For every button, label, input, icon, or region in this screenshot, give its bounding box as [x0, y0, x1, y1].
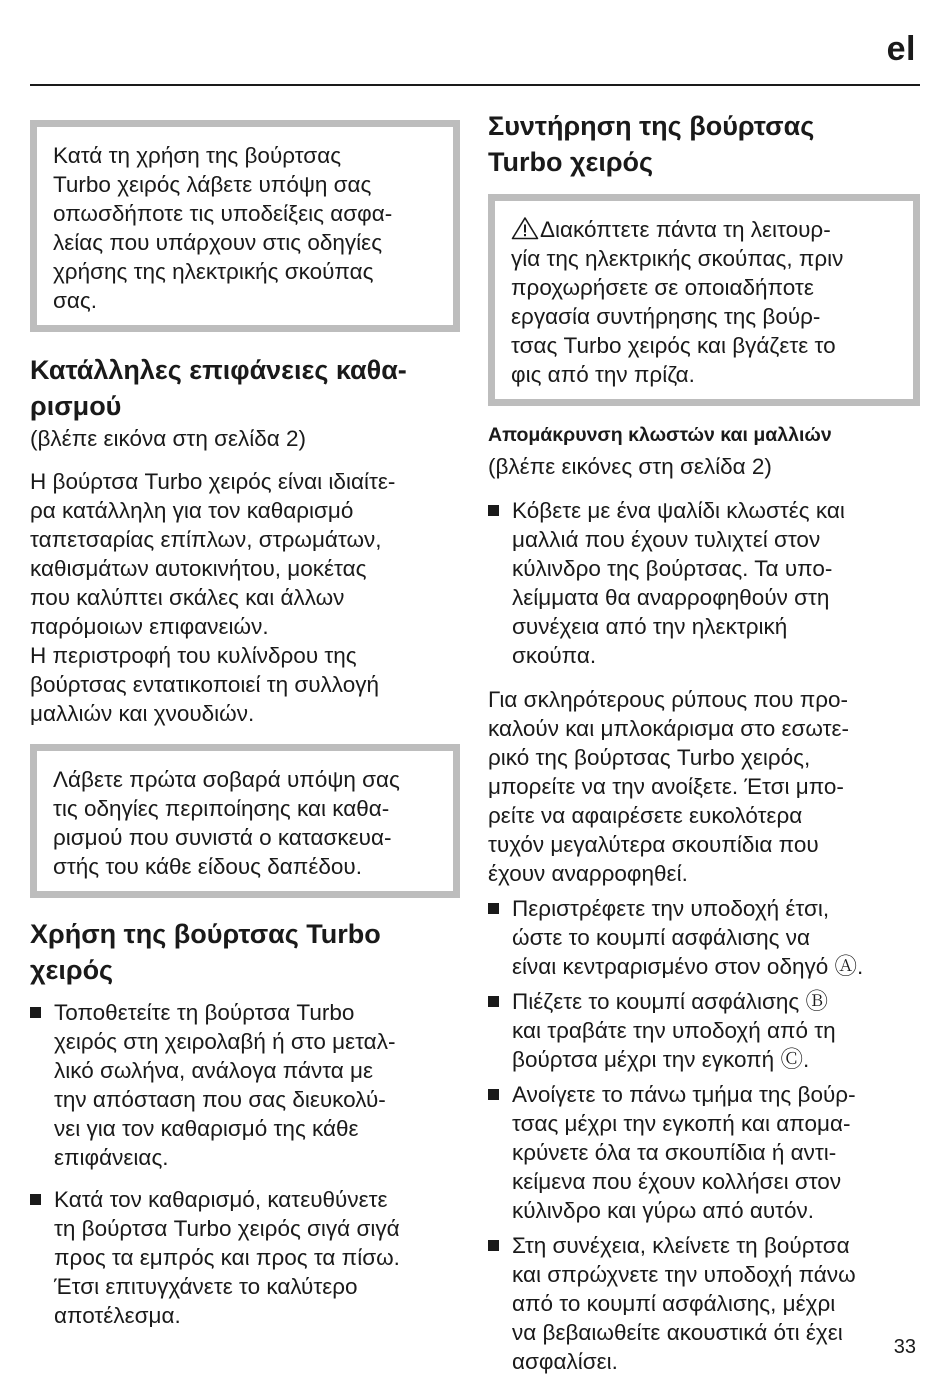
care-instructions-text: Λάβετε πρώτα σοβαρά υπόψη σας τις οδηγίες περιποίησης και καθα- ρισμού που συνιστά ο κατασκευα- στής του κάθε είδους δαπέδου. [53, 767, 400, 879]
list-item: Στη συνέχεια, κλείνετε τη βούρτσα και σπρώχνετε την υποδοχή πάνω από το κουμπί ασφάλισης, μέχρι να βεβαιωθείτε ακουστικά ότι έχει ασφαλίσει. [488, 1231, 920, 1376]
safety-note-box [30, 120, 460, 332]
thread-removal-heading: Απομάκρυνση κλωστών και μαλλιών [488, 424, 832, 446]
bullet-square-icon [30, 1007, 41, 1018]
left-column [30, 108, 460, 1330]
thread-removal-list [488, 496, 920, 670]
language-code: el [886, 30, 916, 68]
warning-text: Διακόπτετε πάντα τη λειτουρ- γία της ηλεκτρικής σκούπας, πριν προχωρήσετε σε οποιαδήποτε εργασία συντήρησης της βούρ- τσας Turbo χειρός και βγάζετε το φις από την πρίζα. [511, 217, 844, 387]
page-number: 33 [893, 1336, 916, 1358]
usage-heading: Χρήση της βούρτσας Turbo χειρός [30, 919, 381, 985]
bullet-square-icon [488, 505, 499, 516]
bullet-square-icon [488, 1089, 499, 1100]
opening-steps-list [488, 894, 920, 1376]
list-item: Τοποθετείτε τη βούρτσα Turbo χειρός στη χειρολαβή ή στο μεταλ- λικό σωλήνα, ανάλογα πάντα με την απόσταση που σας διευκολύ- νει για τον καθαρισμό της κάθε επιφάνειας. [30, 998, 460, 1172]
bullet-square-icon [488, 903, 499, 914]
bullet-square-icon [30, 1194, 41, 1205]
safety-note-text: Κατά τη χρήση της βούρτσας Turbo χειρός λάβετε υπόψη σας οπωσδήποτε τις υποδείξεις ασφα- λείας που υπάρχουν στις οδηγίες χρήσης της ηλεκτρικής σκούπας σας. [53, 143, 393, 313]
warning-triangle-icon [511, 216, 539, 240]
bullet-square-icon [488, 996, 499, 1007]
care-instructions-box [30, 744, 460, 898]
suitable-surfaces-body: Η βούρτσα Turbo χειρός είναι ιδιαίτε- ρα κατάλληλη για τον καθαρισμό ταπετσαρίας επίπλων, στρωμάτων, καθισμάτων αυτοκινήτου, μοκέτας που καλύπτει σκάλες και άλλων παρόμοιων επιφανειών. Η περιστροφή του κυλίνδρου της βούρτσας εντατικοποιεί τη συλλογή μαλλιών και χνουδιών. [30, 469, 396, 726]
thread-removal-ref: (βλέπε εικόνες στη σελίδα 2) [488, 454, 772, 479]
list-item: Περιστρέφετε την υποδοχή έτσι, ώστε το κουμπί ασφάλισης να είναι κεντραρισμένο στον οδηγό Ⓐ. [488, 894, 920, 981]
list-item: Κατά τον καθαρισμό, κατευθύνετε τη βούρτσα Turbo χειρός σιγά σιγά προς τα εμπρός και προς τα πίσω. Έτσι επιτυγχάνετε το καλύτερο αποτέλεσμα. [30, 1185, 460, 1330]
suitable-surfaces-heading: Κατάλληλες επιφάνειες καθα- ρισμού [30, 355, 407, 421]
right-column [488, 108, 920, 1376]
list-item: Κόβετε με ένα ψαλίδι κλωστές και μαλλιά που έχουν τυλιχτεί στον κύλινδρο της βούρτσας. Τα υπο- λείμματα θα αναρροφηθούν στη συνέχεια από την ηλεκτρική σκούπα. [488, 496, 920, 670]
usage-bullet-list [30, 998, 460, 1330]
warning-box [488, 194, 920, 406]
bullet-square-icon [488, 1240, 499, 1251]
suitable-surfaces-ref: (βλέπε εικόνα στη σελίδα 2) [30, 426, 307, 451]
list-item: Πιέζετε το κουμπί ασφάλισης Ⓑ και τραβάτε την υποδοχή από τη βούρτσα μέχρι την εγκοπή Ⓒ. [488, 987, 920, 1074]
header-rule [30, 84, 920, 86]
maintenance-heading: Συντήρηση της βούρτσας Turbo χειρός [488, 111, 815, 177]
opening-brush-body: Για σκληρότερους ρύπους που προ- καλούν και μπλοκάρισμα στο εσωτε- ρικό της βούρτσας Turbo χειρός, μπορείτε να την ανοίξετε. Έτσι μπο- ρείτε να αφαιρέσετε ευκολότερα τυχόν μεγαλύτερα σκουπίδια που έχουν αναρροφηθεί. [488, 687, 850, 886]
list-item: Ανοίγετε το πάνω τμήμα της βούρ- τσας μέχρι την εγκοπή και απομα- κρύνετε όλα τα σκουπίδια ή αντι- κείμενα που έχουν κολλήσει στον κύλινδρο και γύρω από αυτόν. [488, 1080, 920, 1225]
